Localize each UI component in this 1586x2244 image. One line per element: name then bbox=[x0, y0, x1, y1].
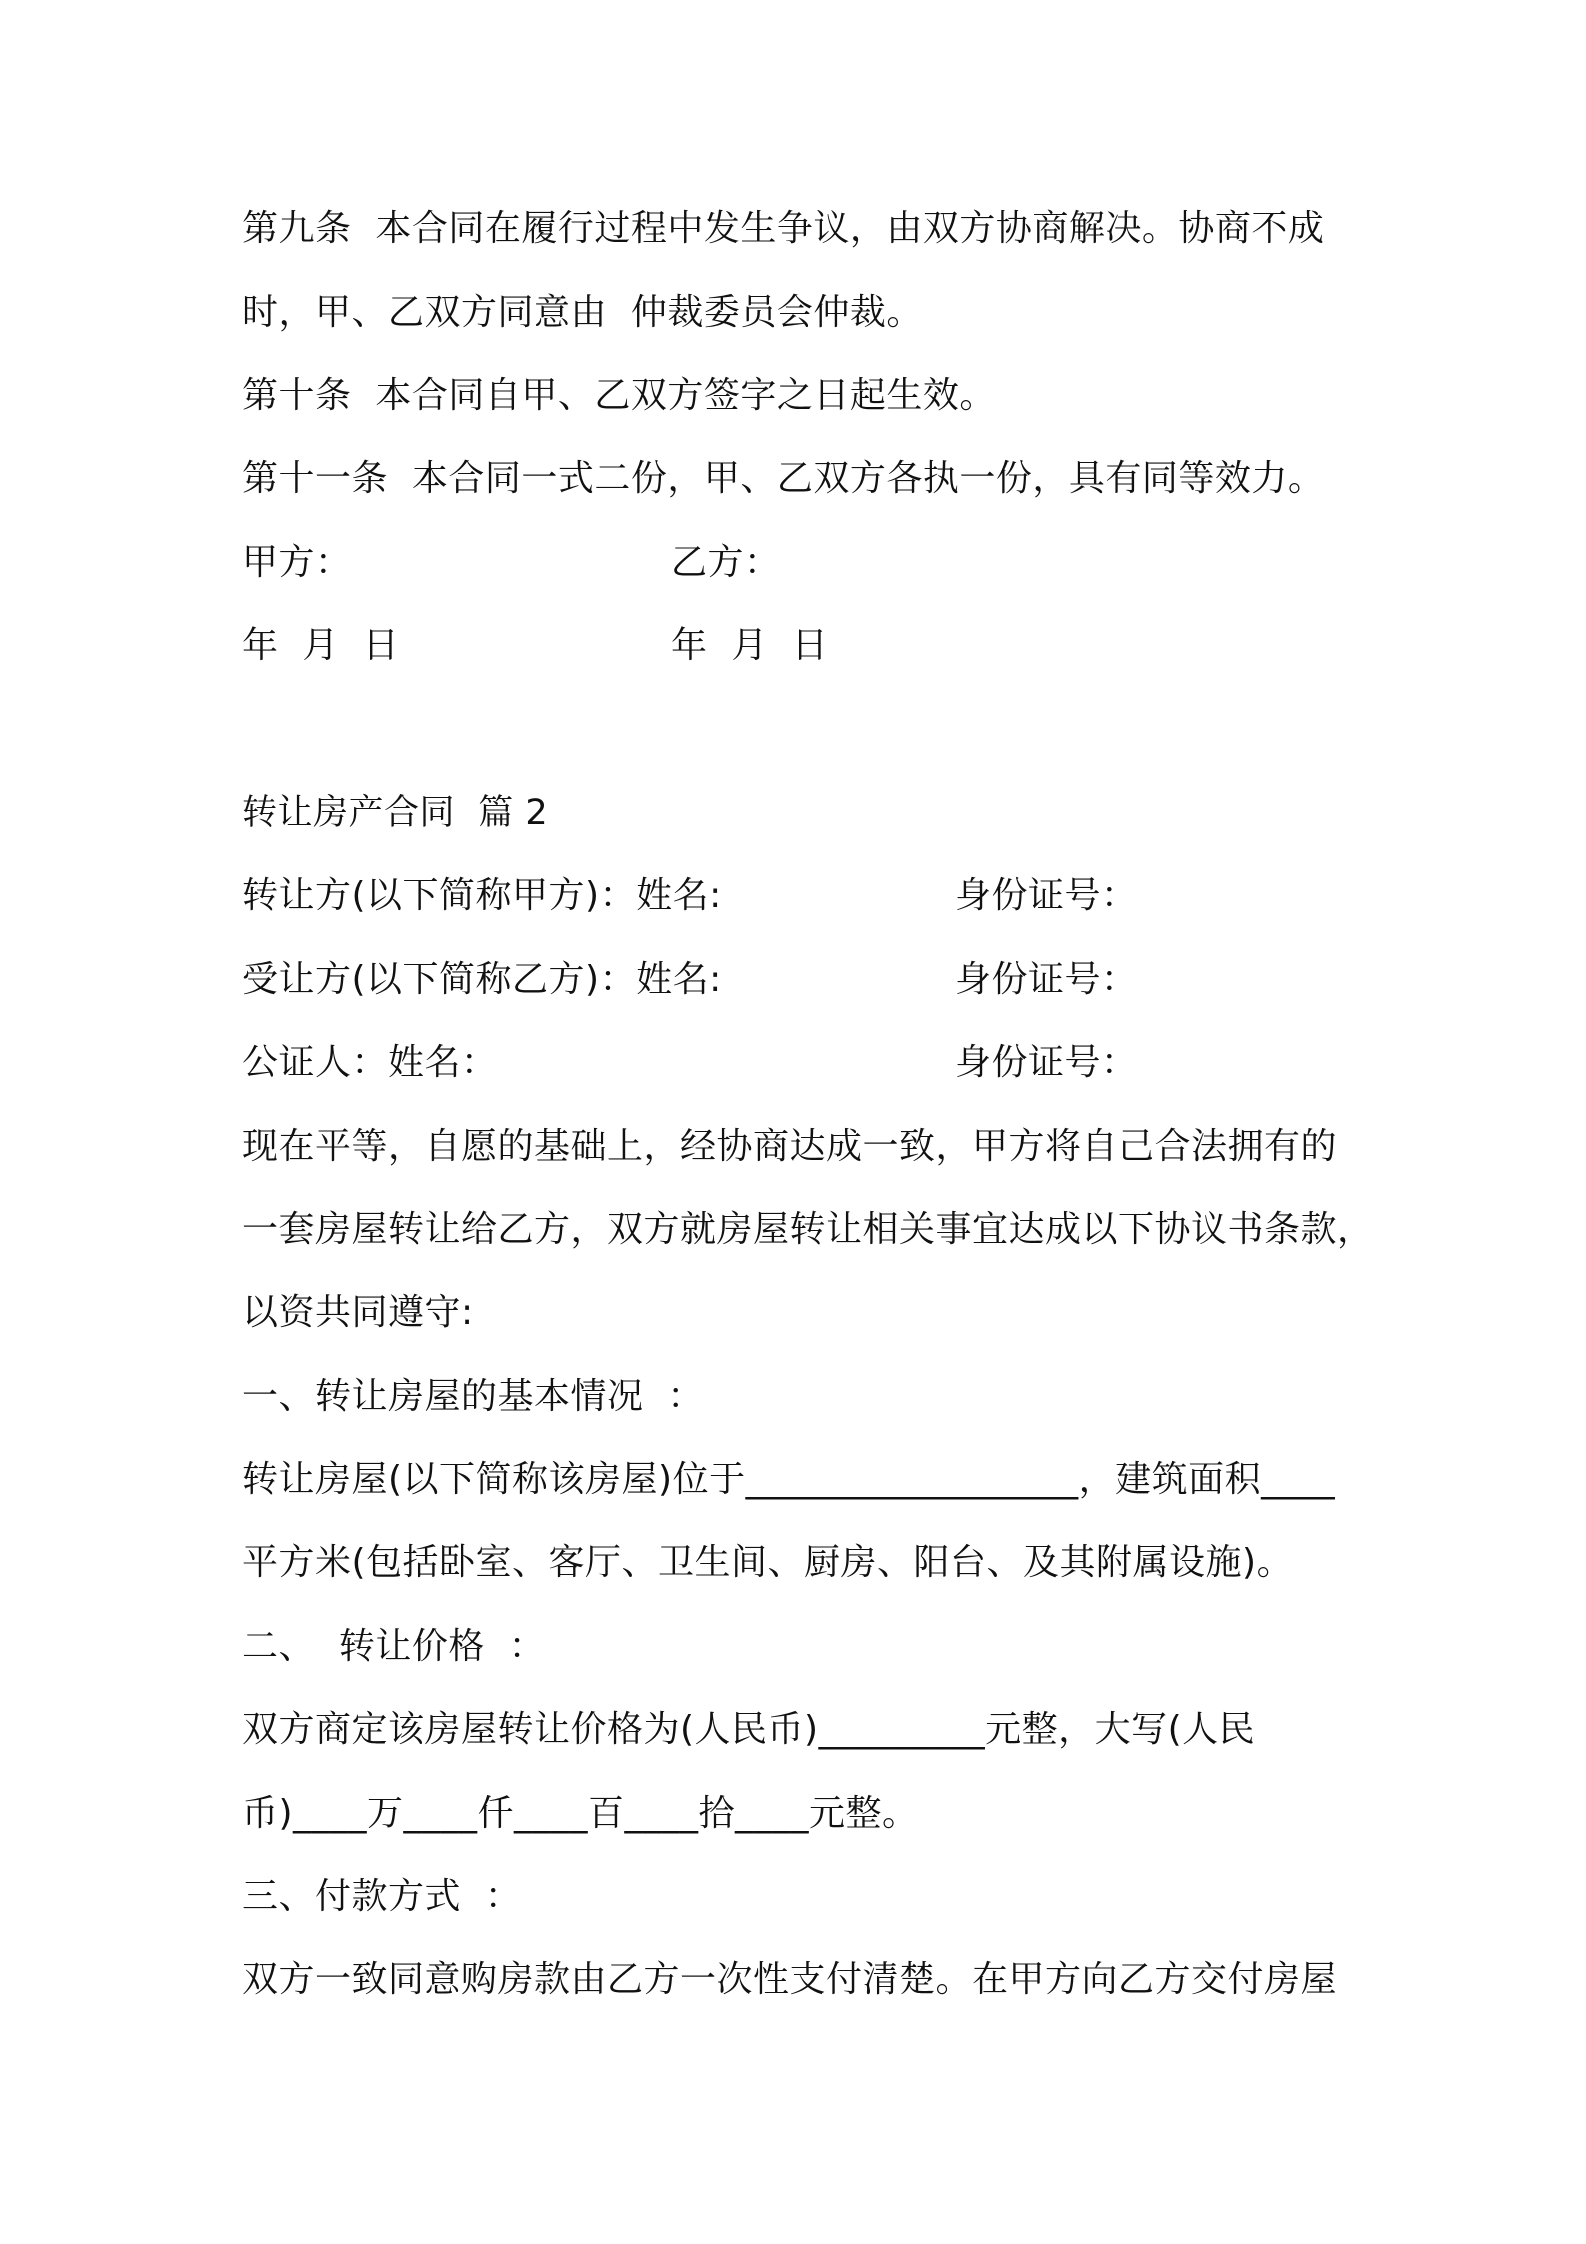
intro-line-3: 以资共同遵守: bbox=[242, 1292, 474, 1333]
article-9-line-2: 时，甲、乙双方同意由 仲裁委员会仲裁。 bbox=[242, 292, 923, 333]
transferee-id-label: 身份证号： bbox=[955, 959, 1138, 1000]
article-9-line-1: 第九条 本合同在履行过程中发生争议，由双方协商解决。协商不成 bbox=[242, 208, 1325, 249]
article-10: 第十条 本合同自甲、乙双方签字之日起生效。 bbox=[242, 375, 996, 416]
notary-id-label: 身份证号： bbox=[955, 1042, 1138, 1083]
clause-2-line-2: 币)____万____仟____百____拾____元整。 bbox=[242, 1793, 919, 1834]
clause-1-line-1: 转让房屋(以下简称该房屋)位于__________________，建筑面积____ bbox=[242, 1459, 1336, 1500]
clause-3-line-1: 双方一致同意购房款由乙方一次性支付清楚。在甲方向乙方交付房屋 bbox=[242, 1959, 1338, 2000]
section-title: 转让房产合同 篇 2 bbox=[242, 793, 549, 833]
intro-line-2: 一套房屋转让给乙方，双方就房屋转让相关事宜达成以下协议书条款， bbox=[242, 1209, 1374, 1250]
party-a-signature-label: 甲方： bbox=[242, 542, 352, 583]
clause-2-heading: 二、 转让价格 ： bbox=[242, 1626, 546, 1667]
transferor-id-label: 身份证号： bbox=[955, 875, 1138, 916]
party-b-date: 年 月 日 bbox=[671, 625, 829, 666]
party-b-signature-label: 乙方： bbox=[671, 542, 781, 583]
clause-3-heading: 三、付款方式 ： bbox=[242, 1876, 522, 1917]
transferor-name-label: 转让方(以下简称甲方)：姓名: bbox=[242, 875, 722, 916]
intro-line-1: 现在平等，自愿的基础上，经协商达成一致，甲方将自己合法拥有的 bbox=[242, 1126, 1338, 1167]
clause-1-line-2: 平方米(包括卧室、客厅、卫生间、厨房、阳台、及其附属设施)。 bbox=[242, 1542, 1294, 1583]
party-a-date: 年 月 日 bbox=[242, 625, 400, 666]
transferee-name-label: 受让方(以下简称乙方)：姓名: bbox=[242, 959, 722, 1000]
article-11: 第十一条 本合同一式二份，甲、乙双方各执一份，具有同等效力。 bbox=[242, 458, 1325, 499]
clause-2-line-1: 双方商定该房屋转让价格为(人民币)_________元整，大写(人民 bbox=[242, 1709, 1256, 1750]
clause-1-heading: 一、转让房屋的基本情况 ： bbox=[242, 1376, 704, 1417]
notary-name-label: 公证人：姓名： bbox=[242, 1042, 498, 1083]
